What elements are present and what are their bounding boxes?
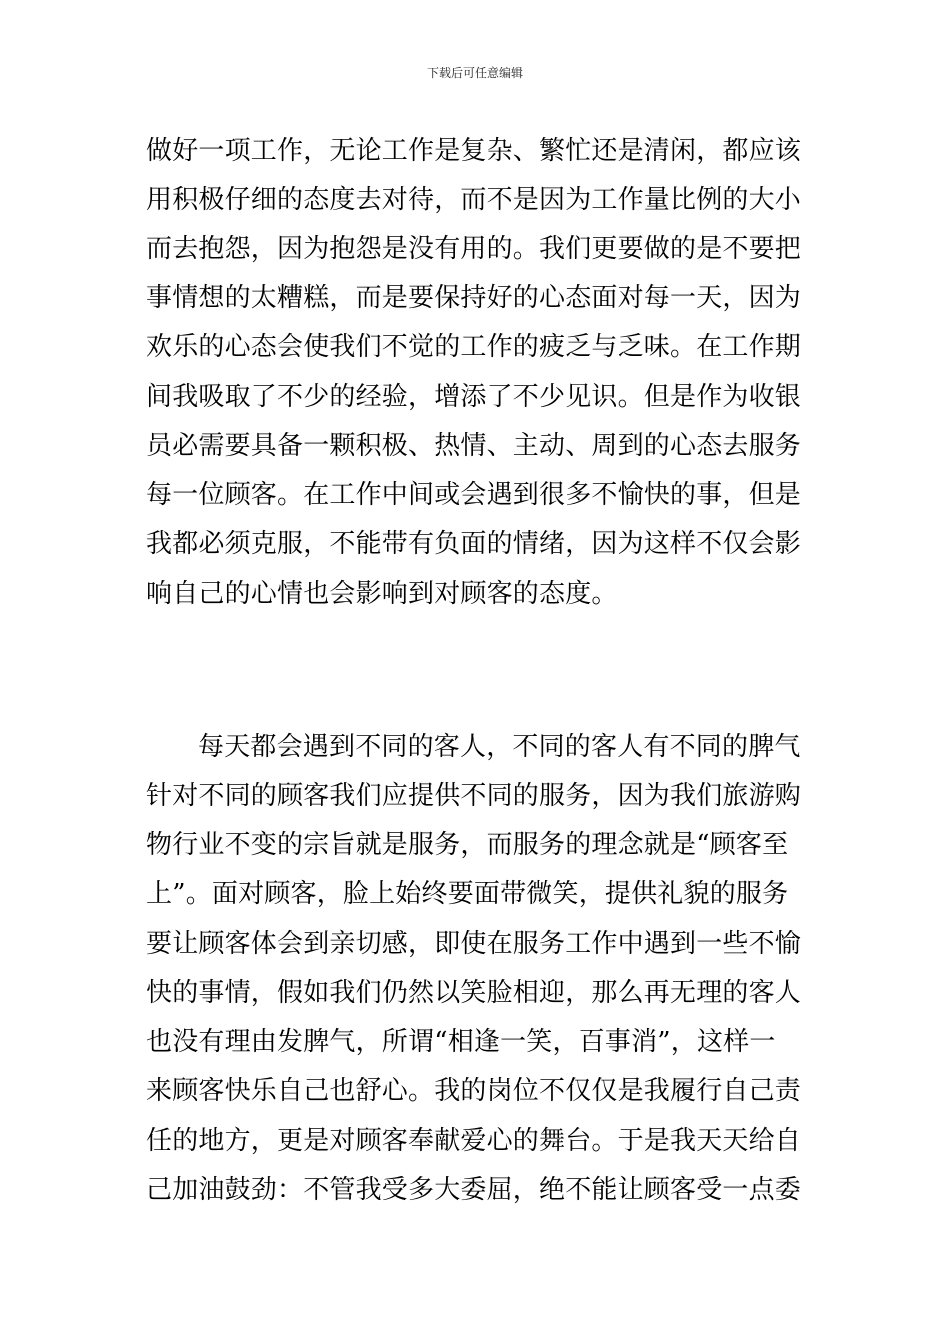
paragraph-line: 每天都会遇到不同的客人，不同的客人有不同的脾气	[198, 732, 801, 762]
paragraph-line: 己加油鼓劲：不管我受多大委屈，绝不能让顾客受一点委	[146, 1175, 802, 1205]
paragraph-line: 每一位顾客。在工作中间或会遇到很多不愉快的事，但是	[146, 480, 802, 510]
paragraph-line: 针对不同的顾客我们应提供不同的服务，因为我们旅游购	[146, 781, 802, 811]
paragraph-line: 员必需要具备一颗积极、热情、主动、周到的心态去服务	[146, 431, 802, 461]
paragraph-line: 任的地方，更是对顾客奉献爱心的舞台。于是我天天给自	[146, 1126, 802, 1156]
paragraph-line: 也没有理由发脾气，所谓“相逢一笑，百事消”，这样一	[146, 1027, 776, 1057]
paragraph-line: 欢乐的心态会使我们不觉的工作的疲乏与乏味。在工作期	[146, 332, 802, 362]
paragraph-line: 物行业不变的宗旨就是服务，而服务的理念就是“顾客至	[146, 830, 789, 860]
paragraph-line: 而去抱怨，因为抱怨是没有用的。我们更要做的是不要把	[146, 234, 802, 264]
paragraph-line: 做好一项工作，无论工作是复杂、繁忙还是清闲，都应该	[146, 136, 802, 166]
paragraph-line: 间我吸取了不少的经验，增添了不少见识。但是作为收银	[146, 382, 802, 412]
paragraph-line: 上”。面对顾客，脸上始终要面带微笑，提供礼貌的服务	[146, 879, 789, 909]
paragraph-line: 我都必须克服，不能带有负面的情绪，因为这样不仅会影	[146, 529, 802, 559]
paragraph-line: 事情想的太糟糕，而是要保持好的心态面对每一天，因为	[146, 283, 802, 313]
header-note: 下载后可任意编辑	[426, 66, 523, 80]
paragraph-line: 快的事情，假如我们仍然以笑脸相迎，那么再无理的客人	[146, 978, 802, 1008]
paragraph-line: 用积极仔细的态度去对待，而不是因为工作量比例的大小	[146, 185, 802, 215]
paragraph-line: 要让顾客体会到亲切感，即使在服务工作中遇到一些不愉	[146, 929, 802, 959]
paragraph-line: 来顾客快乐自己也舒心。我的岗位不仅仅是我履行自己责	[146, 1076, 802, 1106]
paragraph-line: 响自己的心情也会影响到对顾客的态度。	[146, 579, 618, 609]
